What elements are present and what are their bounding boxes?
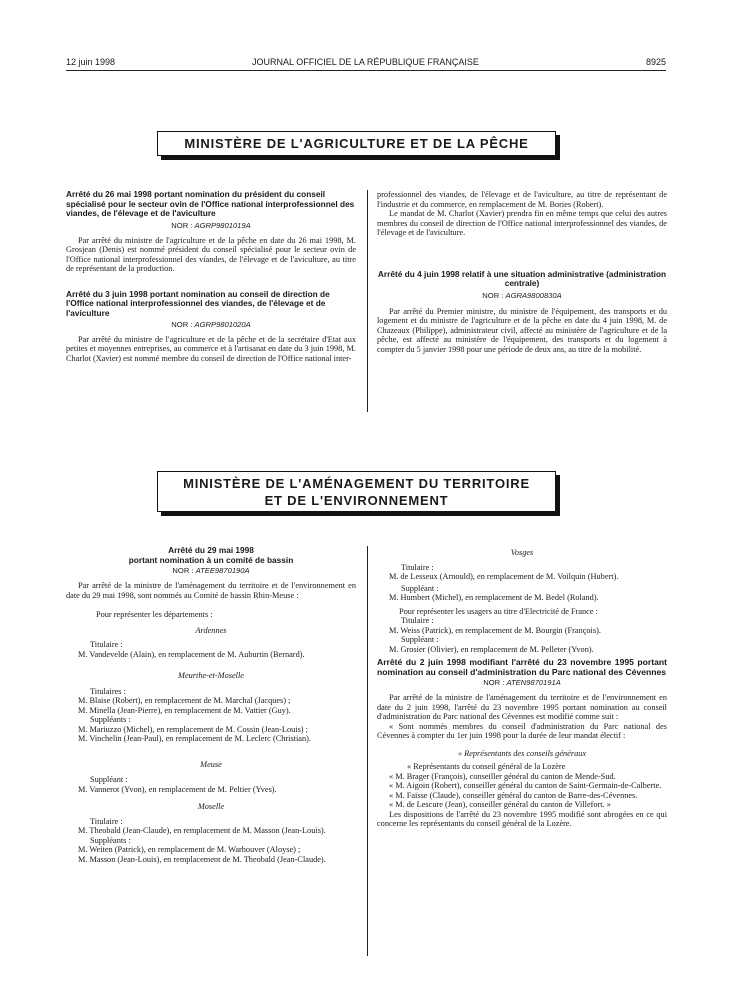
paragraph: Pour représenter les usagers au titre d'Electricité de France : (399, 606, 598, 616)
decree-body: Par arrêté de la ministre de l'aménagement du territoire et de l'environnement en date du 29 mai 1998, sont nommés au Comité de bassin Rhin-Meuse : (66, 581, 356, 600)
nor-reference (66, 320, 356, 330)
list-item: « M. Faisse (Claude), conseiller général du canton de Barre-des-Cévennes. (389, 790, 638, 800)
nor-code: ATEE9870190A (195, 566, 250, 576)
decree-title: Arrêté du 4 juin 1998 relatif à une situation administrative (administration centrale) (377, 268, 667, 289)
role-label: Suppléant : (401, 583, 439, 593)
department-heading: Ardennes (195, 625, 227, 635)
list-item: M. Masson (Jean-Louis), en remplacement de M. Theobald (Jean-Claude). (78, 854, 326, 864)
decree-body: Les dispositions de l'arrêté du 23 novembre 1995 modifié sont abrogées en ce qui concerne les représentants du conseil général de la Lozère. (377, 809, 667, 829)
role-label: Suppléants : (90, 715, 131, 725)
decree-body: Par arrêté du Premier ministre, du ministre de l'équipement, des transports et du logement et du ministre de l'agriculture et de la pêche en date du 4 juin 1998, M. de Chazeaux (Philippe), administrateur civil, affecté au ministère de l'agriculture et de la pêche, est affecté au ministère de l'équipement, des transports et du logement à compter du 5 janvier 1998 pour une période de deux ans, au titre de la mobilité. (377, 306, 667, 354)
role-label: Titulaire : (90, 816, 123, 826)
section2-right-column (377, 548, 667, 829)
decree-body: Par arrêté de la ministre de l'aménagement du territoire et de l'environnement en date du 2 juin 1998, l'arrêté du 23 novembre 1995 portant nomination au conseil d'administration du Parc national des Cévennes est modifié comme suit : (377, 693, 667, 722)
nor-code: AGRP9801020A (194, 319, 251, 329)
decree-title: Arrêté du 2 juin 1998 modifiant l'arrêté du 23 novembre 1995 portant nomination au conseil d'administration du Parc national des Cévennes (377, 657, 667, 677)
paragraph: « Représentants du conseil général de la Lozère (407, 762, 566, 772)
list-item: M. Vandevelde (Alain), en remplacement de M. Auburtin (Bernard). (78, 649, 305, 659)
list-item: M. Weiss (Patrick), en remplacement de M. Bourgin (François). (389, 625, 601, 635)
column-separator (367, 546, 368, 956)
nor-code: AGRP9801019A (194, 220, 251, 230)
section2-left-column (66, 546, 356, 864)
role-label: Titulaire : (90, 640, 123, 650)
decree-body: Par arrêté du ministre de l'agriculture et de la pêche en date du 26 mai 1998, M. Grosjean (Denis) est nommé président du conseil spécialisé pour le secteur ovin de l'Office national interprofessionnel des viandes, de l'élevage et de l'aviculture, au titre de représentant de la production. (66, 235, 356, 274)
nor-label: NOR : (171, 220, 193, 230)
list-item: M. Vannerot (Yvon), en remplacement de M. Peltier (Yves). (78, 784, 277, 794)
list-item: M. de Lesseux (Arnould), en remplacement de M. Voilquin (Hubert). (389, 572, 619, 581)
decree-body: Le mandat de M. Charlot (Xavier) prendra fin en même temps que celui des autres membres du conseil de direction de l'Office national interprofessionnel des viandes, de l'élevage et de l'aviculture. (377, 209, 667, 237)
role-label: Suppléant : (401, 635, 439, 644)
role-label: Titulaires : (90, 686, 126, 696)
list-item: M. Mariuzzo (Michel), en remplacement de M. Cossin (Jean-Louis) ; (78, 724, 308, 734)
nor-reference (377, 678, 667, 688)
decree-title: Arrêté du 3 juin 1998 portant nomination au conseil de direction de l'Office national interprofessionnel des viandes, de l'élevage et de l'aviculture (66, 288, 330, 318)
list-item: M. Minella (Jean-Pierre), en remplacement de M. Vattier (Guy). (78, 705, 291, 715)
nor-label: NOR : (483, 678, 505, 688)
department-heading: Moselle (197, 802, 225, 812)
decree-body: Par arrêté du ministre de l'agriculture et de la pêche et de la secrétaire d'Etat aux petites et moyennes entreprises, au commerce et à l'artisanat en date du 3 juin 1998, M. Charlot (Xavier) est nommé membre du conseil de direction de l'Office national inter- (66, 334, 356, 363)
nor-label: NOR : (172, 566, 194, 576)
list-item: M. Vinchelin (Jean-Paul), en remplacement de M. Leclerc (Christian). (78, 734, 311, 744)
role-label: Suppléants : (90, 835, 131, 845)
nor-code: AGRA9800830A (505, 290, 562, 300)
header-date: 12 juin 1998 (66, 57, 116, 67)
list-item: M. Humbert (Michel), en remplacement de M. Bedel (Roland). (389, 593, 599, 602)
paragraph: Pour représenter les départements : (96, 610, 213, 620)
nor-reference (66, 221, 356, 231)
list-item: M. Theobald (Jean-Claude), en remplacement de M. Masson (Jean-Louis). (78, 826, 326, 836)
decree-body-continuation: professionnel des viandes, de l'élevage et de l'aviculture, au titre de représentant de l'industrie et du commerce, en remplacement de M. Bories (Robert). (377, 190, 667, 209)
role-label: Titulaire : (401, 562, 434, 572)
ministry-title-line: MINISTÈRE DE L'AMÉNAGEMENT DU TERRITOIRE (183, 476, 530, 491)
list-item: « M. de Lescure (Jean), conseiller général du canton de Villefort. » (389, 800, 611, 810)
role-label: Suppléant : (90, 775, 128, 785)
nor-reference (66, 566, 356, 576)
list-item: M. Blaise (Robert), en remplacement de M. Marchal (Jacques) ; (78, 696, 291, 706)
decree-title: Arrêté du 29 mai 1998 (168, 545, 254, 555)
nor-reference (377, 291, 667, 301)
ministry-title-agriculture: MINISTÈRE DE L'AGRICULTURE ET DE LA PÊCHE (157, 131, 556, 156)
department-heading: Meurthe-et-Moselle (178, 671, 244, 681)
decree-title: Arrêté du 26 mai 1998 portant nomination du président du conseil spécialisé pour le secteur ovin de l'Office national interprofessionnel des viandes, de l'élevage et de l'aviculture (66, 189, 355, 219)
subheading: « Représentants des conseils généraux (457, 748, 587, 758)
decree-body: « Sont nommés membres du conseil d'administration du Parc national des Cévennes à compter du 1er juin 1998 pour la durée de leur mandat électif : (377, 721, 667, 741)
section1-left-column (66, 190, 356, 363)
list-item: « M. Aigoin (Robert), conseiller général du canton de Saint-Germain-de-Calberte. (389, 781, 662, 791)
nor-label: NOR : (482, 290, 504, 300)
header-rule (66, 70, 666, 71)
department-heading: Meuse (200, 759, 222, 769)
role-label: Titulaire : (401, 616, 434, 625)
decree-title: portant nomination à un comité de bassin (128, 554, 294, 565)
ministry-title-environment (157, 471, 556, 512)
header-page-number: 8925 (645, 57, 666, 67)
list-item: M. Weiten (Patrick), en remplacement de M. Warhouver (Aloyse) ; (78, 845, 301, 855)
nor-code: ATEN9870191A (506, 678, 561, 688)
department-heading: Vosges (510, 548, 534, 557)
list-item: « M. Brager (François), conseiller général du canton de Mende-Sud. (389, 771, 616, 781)
header-journal-title: JOURNAL OFFICIEL DE LA RÉPUBLIQUE FRANÇAISE (252, 57, 479, 67)
ministry-title-line: ET DE L'ENVIRONNEMENT (264, 493, 449, 508)
column-separator (367, 190, 368, 412)
section1-right-column (377, 190, 667, 354)
nor-label: NOR : (171, 319, 193, 329)
list-item: M. Grosier (Olivier), en remplacement de M. Pelleter (Yvon). (389, 644, 594, 654)
